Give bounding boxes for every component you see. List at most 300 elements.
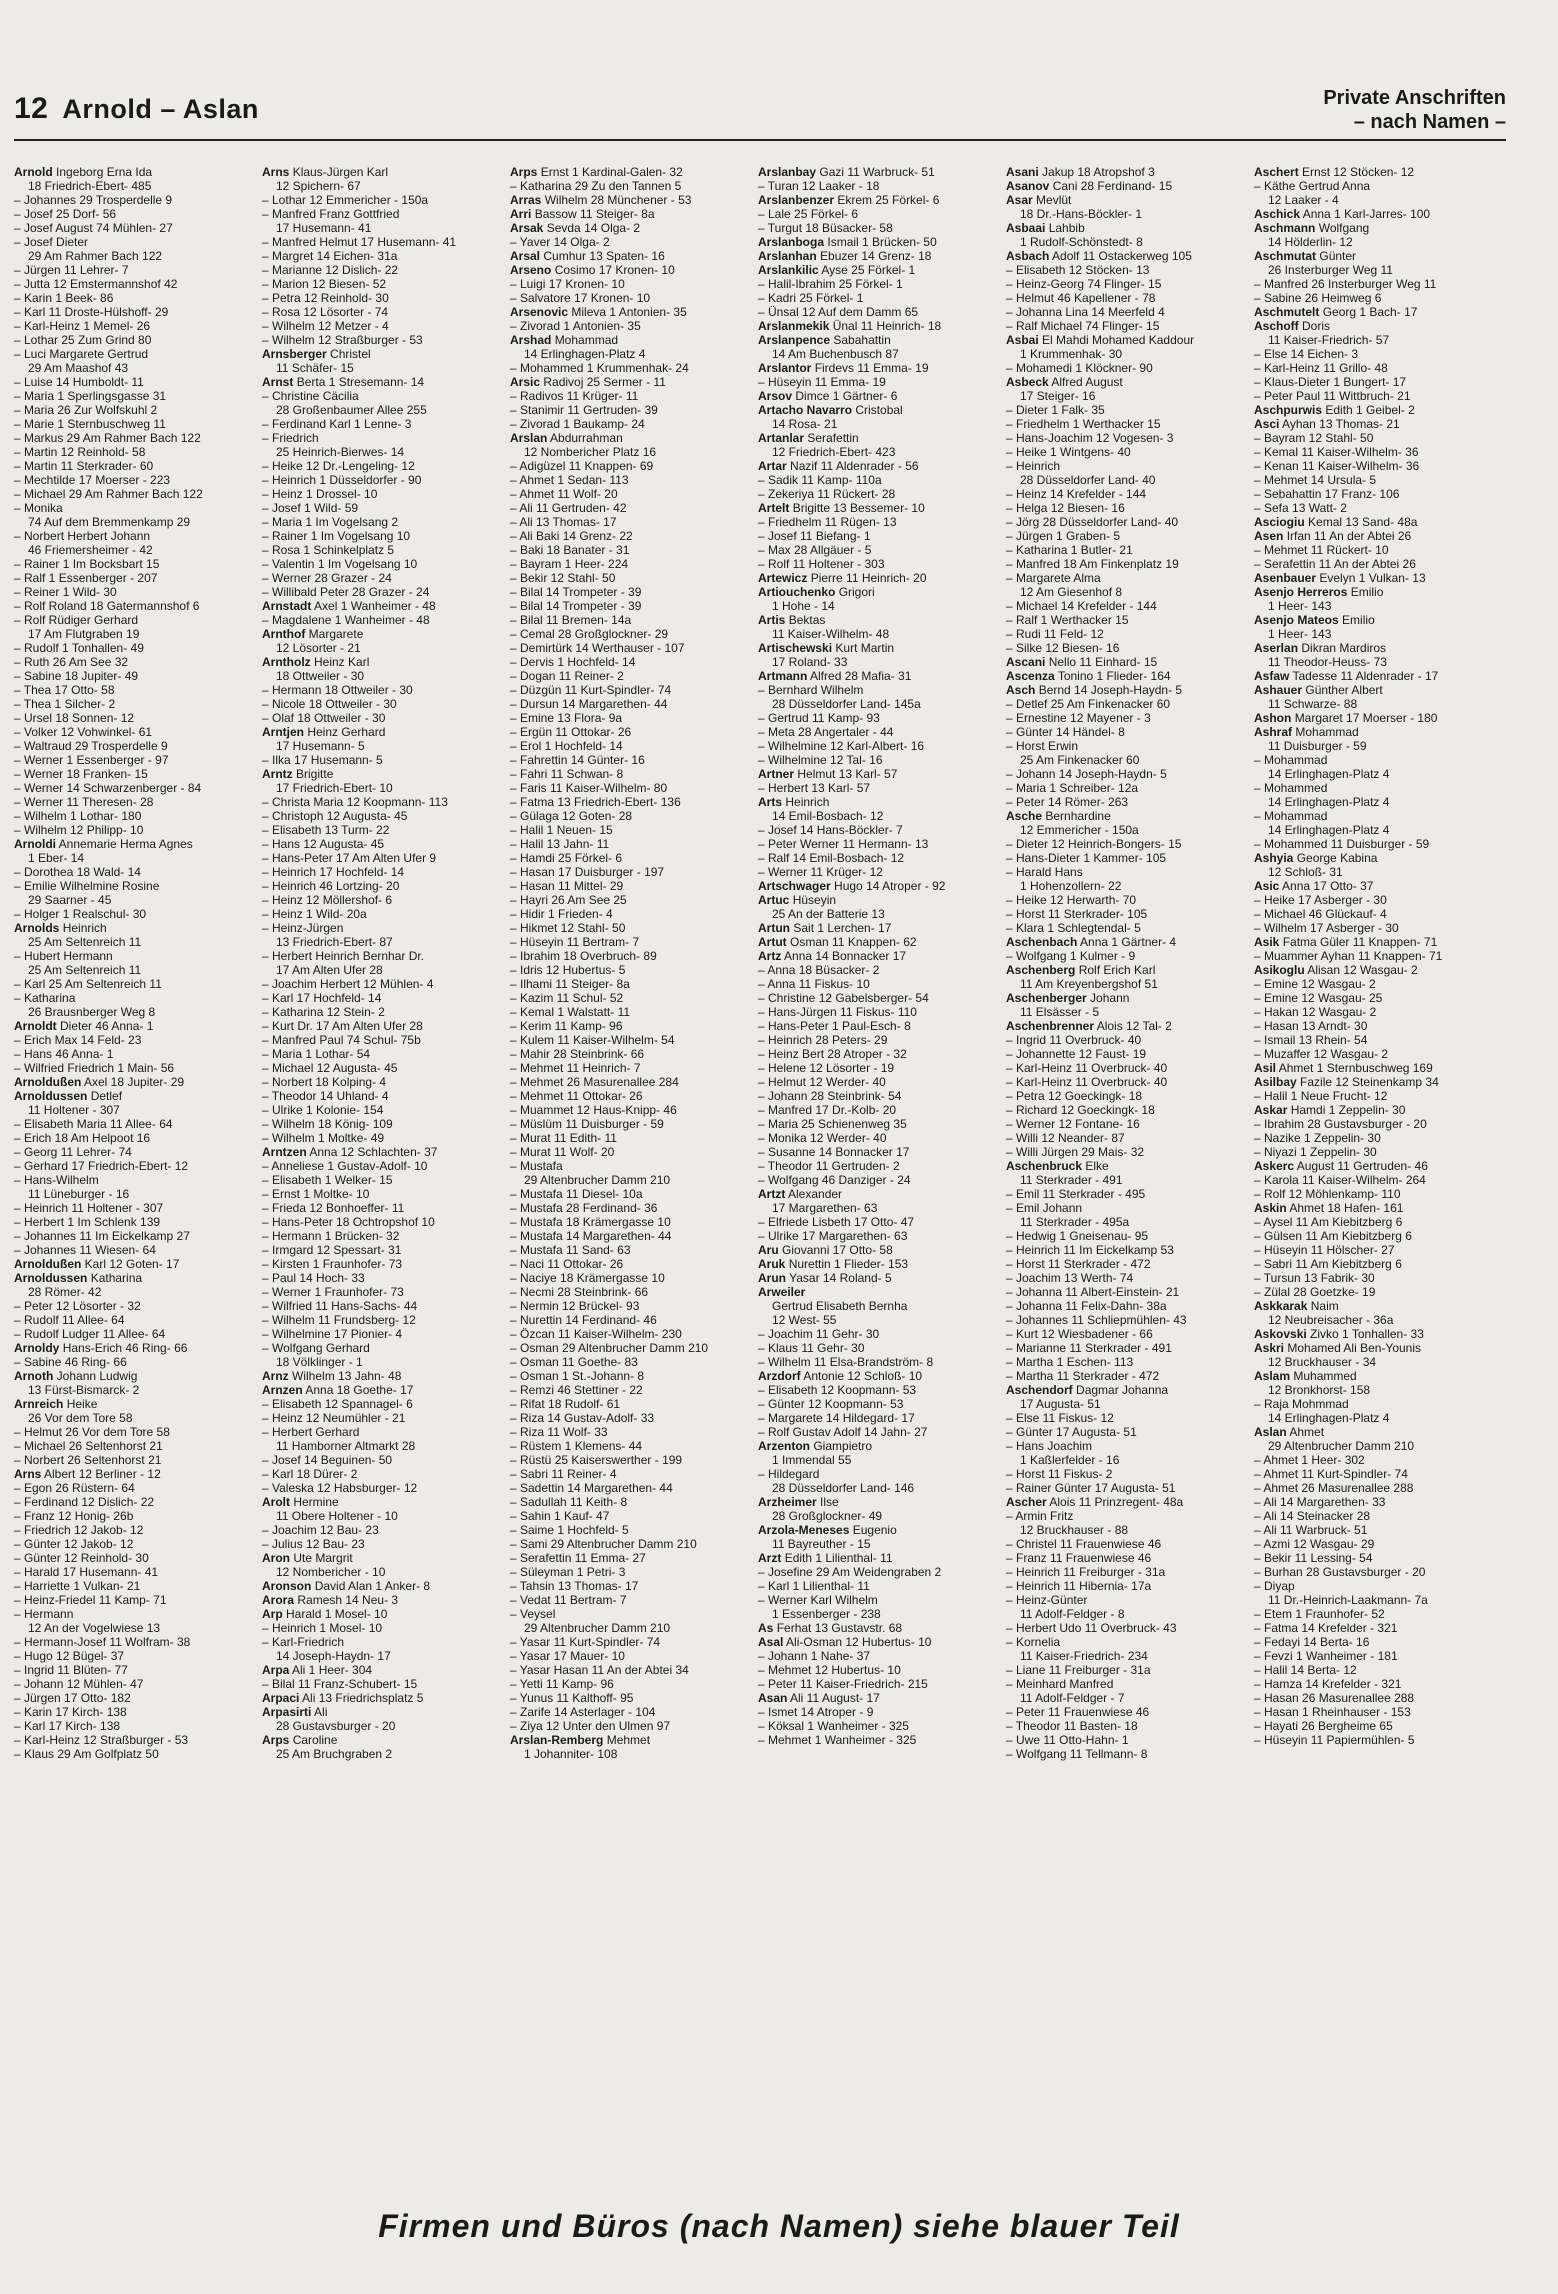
listing-entry [14,529,260,543]
listing-entry [1006,361,1252,375]
listing-entry [1254,1243,1500,1257]
listing-entry [262,683,508,697]
listing-entry [1006,949,1252,963]
listing-entry [14,949,260,963]
entry-text: – Karin 17 Kirch- 138 [14,1705,127,1719]
entry-text: – Martha 11 Sterkrader - 472 [1006,1369,1160,1383]
listing-entry [262,333,508,347]
entry-text: – Joachim 13 Werth- 74 [1006,1271,1134,1285]
listing-entry [14,1299,260,1313]
listing-entry [1254,1355,1500,1369]
listing-entry [14,1341,260,1355]
entry-text: Bernd 14 Joseph-Haydn- 5 [1038,683,1183,697]
listing-entry [14,263,260,277]
listing-entry [510,1663,756,1677]
entry-text: Serafettin [807,431,859,445]
listing-entry [262,249,508,263]
surname: Arnoth [14,1369,54,1383]
entry-text: – Friedhelm 1 Werthacker 15 [1006,417,1161,431]
listing-entry [1006,473,1252,487]
listing-entry [14,165,260,179]
entry-text: – Rudolf 1 Tonhallen- 49 [14,641,144,655]
listing-entry [758,1663,1004,1677]
surname: Arnsberger [262,347,327,361]
entry-text: – Mechtilde 17 Moerser - 223 [14,473,171,487]
entry-text: – Ilhami 11 Steiger- 8a [510,977,630,991]
listing-entry [758,1607,1004,1621]
listing-entry [1254,1159,1500,1173]
listing-entry [1006,1005,1252,1019]
entry-text: – Azmi 12 Wasgau- 29 [1254,1537,1375,1551]
entry-text: – Waltraud 29 Trosperdelle 9 [14,739,168,753]
listing-entry [14,1313,260,1327]
surname: Asenjo Mateos [1254,613,1339,627]
listing-entry [510,725,756,739]
listing-entry [510,1187,756,1201]
listing-entry [510,655,756,669]
entry-text: Kemal 13 Sand- 48a [1308,515,1418,529]
listing-entry [262,1019,508,1033]
listing-entry [1254,949,1500,963]
listing-entry [1006,1719,1252,1733]
entry-text: 11 Lüneburger - 16 [28,1187,130,1201]
listing-entry [262,1495,508,1509]
listing-entry [758,753,1004,767]
entry-text: – Rüstem 1 Klemens- 44 [510,1439,643,1453]
listing-entry [758,1691,1004,1705]
listing-entry [262,1313,508,1327]
entry-text: – Ernst 1 Moltke- 10 [262,1187,370,1201]
entry-text: – Elisabeth 1 Welker- 15 [262,1173,393,1187]
listing-entry [262,1355,508,1369]
entry-text: – Düzgün 11 Kurt-Spindler- 74 [510,683,672,697]
listing-entry [1006,529,1252,543]
entry-text: – Zivorad 1 Baukamp- 24 [510,417,645,431]
entry-text: – Aysel 11 Am Kiebitzberg 6 [1254,1215,1403,1229]
listing-entry [262,1103,508,1117]
entry-text: – Georg 11 Lehrer- 74 [14,1145,132,1159]
entry-text: – Bekir 12 Stahl- 50 [510,571,616,585]
surname: Arseno [510,263,552,277]
listing-entry [510,1355,756,1369]
listing-entry [758,1047,1004,1061]
entry-text: – Mustafa 11 Diesel- 10a [510,1187,643,1201]
entry-text: – Ahmet 1 Heer- 302 [1254,1453,1365,1467]
entry-text: – Volker 12 Vohwinkel- 61 [14,725,153,739]
surname: Asic [1254,879,1280,893]
listing-entry [758,249,1004,263]
entry-text: Ayse 25 Förkel- 1 [821,263,916,277]
entry-text: Wilhelm 28 Münchener - 53 [544,193,692,207]
entry-text: – Karl 1 Lilienthal- 11 [758,1579,870,1593]
entry-text: – Peter 11 Kaiser-Friedrich- 215 [758,1677,928,1691]
entry-text: – Muammer Ayhan 11 Knappen- 71 [1254,949,1443,963]
listing-entry [758,501,1004,515]
listing-entry [758,1103,1004,1117]
entry-text: 29 Saarner - 45 [28,893,112,907]
listing-entry [262,627,508,641]
entry-text: – Hakan 12 Wasgau- 2 [1254,1005,1377,1019]
listing-entry [758,459,1004,473]
listing-entry [262,1397,508,1411]
entry-text: – Hans-Peter 18 Ochtropshof 10 [262,1215,435,1229]
listing-entry [758,165,1004,179]
entry-text: Caroline [292,1733,338,1747]
listing-entry [262,1075,508,1089]
listing-entry [510,487,756,501]
entry-text: 25 Am Bruchgraben 2 [276,1747,393,1761]
entry-text: – Herbert Gerhard [262,1425,360,1439]
entry-text: – Johann 1 Nahe- 37 [758,1649,871,1663]
entry-text: 11 Am Kreyenbergshof 51 [1020,977,1158,991]
entry-text: – Manfred Franz Gottfried [262,207,400,221]
entry-text: Karl 12 Goten- 17 [84,1257,180,1271]
listing-entry [1254,459,1500,473]
entry-text: – Serafettin 11 Emma- 27 [510,1551,646,1565]
listing-entry [510,1047,756,1061]
listing-entry [1254,641,1500,655]
entry-text: Ahmet 1 Sternbuschweg 169 [1278,1061,1433,1075]
surname: Ashraf [1254,725,1293,739]
listing-entry [758,193,1004,207]
listing-entry [14,1523,260,1537]
entry-text: 14 Erlinghagen-Platz 4 [1268,795,1390,809]
entry-text: – Maria 26 Zur Wolfskuhl 2 [14,403,158,417]
listing-entry [14,249,260,263]
listing-entry [1006,1551,1252,1565]
entry-text: – Nermin 12 Brückel- 93 [510,1299,640,1313]
entry-text: – Margarete Alma [1006,571,1101,585]
listing-entry [1006,851,1252,865]
listing-entry [510,207,756,221]
entry-text: Rolf Erich Karl [1078,963,1156,977]
listing-entry [510,501,756,515]
entry-text: – Wilhelm 1 Moltke- 49 [262,1131,385,1145]
entry-text: Axel 1 Wanheimer - 48 [314,599,436,613]
entry-text: – Ziya 12 Unter den Ulmen 97 [510,1719,671,1733]
listing-entry [262,1411,508,1425]
entry-text: – Karl 18 Dürer- 2 [262,1467,358,1481]
surname: Asche [1006,809,1043,823]
listing-entry [262,1369,508,1383]
listing-entry [758,935,1004,949]
entry-text: Lahbib [1048,221,1085,235]
entry-text: – Hayri 26 Am See 25 [510,893,627,907]
entry-text: – Serafettin 11 An der Abtei 26 [1254,557,1416,571]
entry-text: – Rolf 11 Holtener - 303 [758,557,885,571]
listing-entry [14,291,260,305]
listing-entry [262,1705,508,1719]
entry-text: Mehmet [606,1733,651,1747]
surname: Arpaci [262,1691,300,1705]
listing-entry [1006,1607,1252,1621]
surname: Arnold [14,165,53,179]
entry-text: Doris [1302,319,1331,333]
listing-entry [14,487,260,501]
listing-entry [1254,627,1500,641]
listing-entry [758,795,1004,809]
listing-entry [262,459,508,473]
surname: Arnoldi [14,837,56,851]
listing-entry [262,263,508,277]
listing-entry [1254,291,1500,305]
entry-text: Ingeborg Erna Ida [56,165,153,179]
listing-entry [14,431,260,445]
entry-text: – Rosa 12 Lösorter - 74 [262,305,389,319]
listing-entry [262,739,508,753]
entry-text: – Sami 29 Altenbrucher Damm 210 [510,1537,697,1551]
entry-text: – Gerhard 17 Friedrich-Ebert- 12 [14,1159,189,1173]
listing-entry [1006,1453,1252,1467]
listing-entry [14,585,260,599]
listing-entry [510,193,756,207]
entry-text: – Maria 25 Schienenweg 35 [758,1117,907,1131]
listing-entry [14,1327,260,1341]
listing-entry [1006,1495,1252,1509]
entry-text: 12 Lösorter - 21 [276,641,361,655]
entry-text: Alfred 28 Mafia- 31 [810,669,912,683]
listing-entry [1254,361,1500,375]
listing-entry [1254,1299,1500,1313]
listing-entry [758,1649,1004,1663]
listing-column [14,165,260,2173]
entry-text: – Ahmet 11 Kurt-Spindler- 74 [1254,1467,1408,1481]
listing-entry [1006,1019,1252,1033]
entry-text: 11 Kaiser-Wilhelm- 48 [772,627,890,641]
entry-text: – Michael 29 Am Rahmer Bach 122 [14,487,203,501]
listing-entry [758,907,1004,921]
listing-entry [758,1565,1004,1579]
listing-entry [262,305,508,319]
listing-entry [14,865,260,879]
entry-text: – Kenan 11 Kaiser-Wilhelm- 36 [1254,459,1420,473]
listing-entry [14,375,260,389]
entry-text: Ebuzer 14 Grenz- 18 [820,249,932,263]
entry-text: – Markus 29 Am Rahmer Bach 122 [14,431,201,445]
entry-text: Axel 18 Jupiter- 29 [84,1075,185,1089]
entry-text: – Dieter 12 Heinrich-Bongers- 15 [1006,837,1182,851]
listing-entry [1254,1061,1500,1075]
listing-entry [262,417,508,431]
entry-text: – Günter 17 Augusta- 51 [1006,1425,1137,1439]
entry-text: – Ali 11 Warbruck- 51 [1254,1523,1368,1537]
listing-entry [510,1705,756,1719]
entry-text: – Christine Cäcilia [262,389,359,403]
entry-text: – Adigüzel 11 Knappen- 69 [510,459,654,473]
listing-entry [262,1033,508,1047]
entry-text: – Heinz-Günter [1006,1593,1088,1607]
entry-text: – Wolfgang 11 Tellmann- 8 [1006,1747,1148,1761]
listing-entry [1254,1523,1500,1537]
listing-entry [14,1061,260,1075]
listing-entry [758,1061,1004,1075]
listing-entry [1006,1593,1252,1607]
entry-text: Ali 11 August- 17 [790,1691,880,1705]
entry-text: 17 Steiger- 16 [1020,389,1096,403]
entry-text: – Manfred Helmut 17 Husemann- 41 [262,235,457,249]
entry-text: – Thea 17 Otto- 58 [14,683,115,697]
listing-entry [510,417,756,431]
entry-text: – Rolf Gustav Adolf 14 Jahn- 27 [758,1425,928,1439]
surname: Askkarak [1254,1299,1308,1313]
listing-entry [1006,781,1252,795]
entry-text: – Kazim 11 Schul- 52 [510,991,624,1005]
surname: Artz [758,949,782,963]
listing-entry [1254,557,1500,571]
listing-entry [262,865,508,879]
entry-text: 17 Friedrich-Ebert- 10 [276,781,393,795]
entry-text: Berta 1 Stresemann- 14 [296,375,425,389]
entry-text: – Necmi 28 Steinbrink- 66 [510,1285,649,1299]
entry-text: – Ibrahim 28 Gustavsburger - 20 [1254,1117,1427,1131]
entry-text: – Erich 18 Am Helpoot 16 [14,1131,151,1145]
surname: Askerc [1254,1159,1295,1173]
entry-text: – Turgut 18 Büsacker- 58 [758,221,893,235]
entry-text: 11 Holtener - 307 [28,1103,120,1117]
listing-entry [510,557,756,571]
surname: Arps [262,1733,290,1747]
surname: Arnoldussen [14,1089,88,1103]
entry-text: Ernst 12 Stöcken- 12 [1302,165,1415,179]
listing-entry [1254,445,1500,459]
surname: Aserlan [1254,641,1299,655]
listing-entry [1254,1467,1500,1481]
listing-entry [1006,1705,1252,1719]
listing-entry [758,361,1004,375]
entry-text: Ayhan 13 Thomas- 21 [1282,417,1400,431]
surname: As [758,1621,774,1635]
entry-text: – Else 14 Eichen- 3 [1254,347,1359,361]
listing-entry [1006,1383,1252,1397]
surname: Aslan [1254,1425,1287,1439]
entry-text: Alois 11 Prinzregent- 48a [1049,1495,1184,1509]
listing-entry [758,725,1004,739]
entry-text: – Johann 12 Mühlen- 47 [14,1677,144,1691]
listing-entry [758,207,1004,221]
listing-entry [758,305,1004,319]
surname: Arnreich [14,1397,64,1411]
listing-entry [1006,543,1252,557]
entry-text: – Rudolf 11 Allee- 64 [14,1313,125,1327]
listing-entry [14,1005,260,1019]
entry-text: – Mustafa 14 Margarethen- 44 [510,1229,672,1243]
entry-text: – Wolfgang Gerhard [262,1341,370,1355]
listing-entry [1006,1159,1252,1173]
listing-entry [510,893,756,907]
surname: Ascher [1006,1495,1047,1509]
listing-entry [1006,1369,1252,1383]
entry-text: – Heike 17 Asberger - 30 [1254,893,1387,907]
entry-text: – Elisabeth 12 Koopmann- 53 [758,1383,917,1397]
surname: Arslanboga [758,235,825,249]
listing-entry [758,1705,1004,1719]
entry-text: 11 Elsässer - 5 [1020,1005,1100,1019]
listing-entry [1254,599,1500,613]
listing-entry [758,445,1004,459]
listing-entry [14,1369,260,1383]
listing-entry [1006,627,1252,641]
surname: Aschick [1254,207,1301,221]
entry-text: – Kirsten 1 Fraunhofer- 73 [262,1257,403,1271]
listing-entry [262,949,508,963]
listing-entry [510,795,756,809]
entry-text: – Harriette 1 Vulkan- 21 [14,1579,141,1593]
entry-text: – Yasar Hasan 11 An der Abtei 34 [510,1663,689,1677]
listing-entry [510,375,756,389]
entry-text: 12 Bruckhauser - 34 [1268,1355,1377,1369]
listing-entry [510,935,756,949]
listing-entry [510,1131,756,1145]
entry-text: – Hasan 17 Duisburger - 197 [510,865,665,879]
listing-entry [1006,445,1252,459]
entry-text: – Emine 12 Wasgau- 25 [1254,991,1383,1005]
listing-entry [510,1341,756,1355]
entry-text: – Lothar 12 Emmericher - 150a [262,193,429,207]
surname: Artut [758,935,787,949]
surname: Arzt [758,1551,782,1565]
listing-entry [1254,529,1500,543]
listing-entry [262,1649,508,1663]
listing-entry [758,1677,1004,1691]
entry-text: – Elisabeth 12 Stöcken- 13 [1006,263,1150,277]
entry-text: – Heinz 14 Krefelder - 144 [1006,487,1147,501]
surname: Asan [758,1691,788,1705]
listing-entry [1006,1677,1252,1691]
entry-text: 12 Bronkhorst- 158 [1268,1383,1371,1397]
listing-entry [262,725,508,739]
entry-text: – Karl 17 Hochfeld- 14 [262,991,382,1005]
listing-entry [14,991,260,1005]
entry-text: – Bilal 11 Bremen- 14a [510,613,632,627]
listing-entry [262,963,508,977]
entry-text: – Luigi 17 Kronen- 10 [510,277,625,291]
listing-entry [510,1229,756,1243]
listing-entry [1006,1299,1252,1313]
entry-text: Giampietro [813,1439,873,1453]
listing-entry [1254,977,1500,991]
surname: Arolt [262,1495,290,1509]
listing-entry [510,1551,756,1565]
entry-text: – Karl-Heinz 1 Memel- 26 [14,319,151,333]
entry-text: – Theodor 11 Basten- 18 [1006,1719,1138,1733]
listing-entry [510,1439,756,1453]
listing-entry [510,585,756,599]
entry-text: 11 Sterkrader - 495a [1020,1215,1130,1229]
entry-text: 17 Augusta- 51 [1020,1397,1101,1411]
listing-entry [1254,263,1500,277]
entry-text: 46 Friemersheimer - 42 [28,543,153,557]
listing-entry [1254,1621,1500,1635]
surname: Ascani [1006,655,1046,669]
entry-text: – Joachim 12 Bau- 23 [262,1523,379,1537]
entry-text: – Johanna 11 Albert-Einstein- 21 [1006,1285,1180,1299]
surname: Asikoglu [1254,963,1305,977]
entry-text: – Rainer Günter 17 Augusta- 51 [1006,1481,1176,1495]
listing-entry [758,627,1004,641]
listing-column [510,165,756,2173]
entry-text: 11 Schäfer- 15 [276,361,354,375]
listing-entry [1254,991,1500,1005]
listing-entry [1254,711,1500,725]
entry-text: Hüseyin [792,893,837,907]
entry-text: – Zülal 28 Goetzke- 19 [1254,1285,1376,1299]
entry-text: Sevda 14 Olga- 2 [546,221,641,235]
listing-entry [14,851,260,865]
listing-entry [510,1481,756,1495]
entry-text: 12 Schloß- 31 [1268,865,1343,879]
listing-entry [14,1145,260,1159]
entry-text: – Heinz-Friedel 11 Kamp- 71 [14,1593,167,1607]
